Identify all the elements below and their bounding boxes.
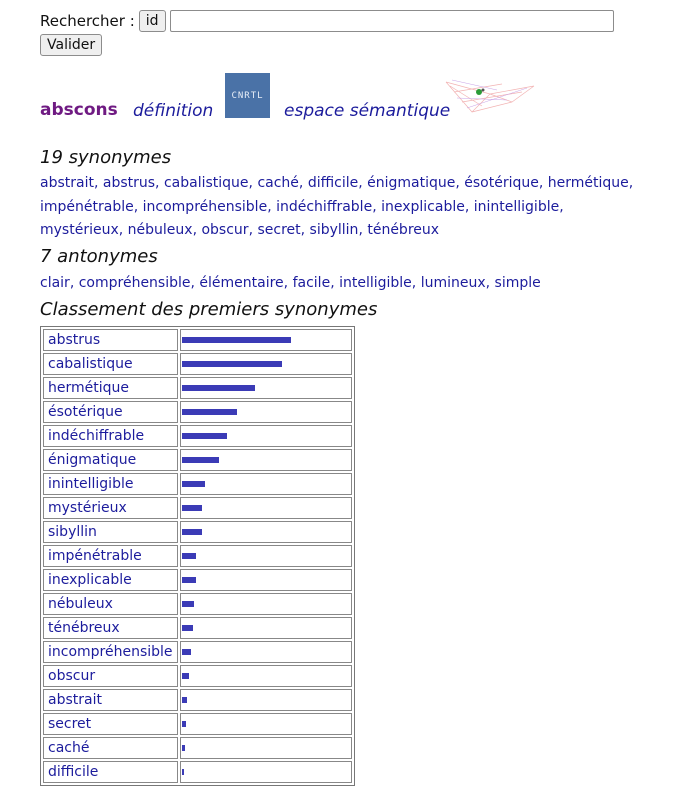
ranking-word[interactable]: sibyllin [43, 521, 178, 543]
synonym-link[interactable]: énigmatique [367, 175, 456, 191]
ranking-word[interactable]: incompréhensible [43, 641, 178, 663]
ranking-word[interactable]: obscur [43, 665, 178, 687]
ranking-row [43, 641, 352, 663]
ranking-row [43, 353, 352, 375]
ranking-row [43, 401, 352, 423]
antonym-link[interactable]: intelligible [339, 275, 412, 291]
antonym-link[interactable]: lumineux [420, 275, 486, 291]
ranking-row [43, 737, 352, 759]
ranking-bar-cell [180, 689, 352, 711]
ranking-bar [182, 481, 205, 487]
ranking-row [43, 665, 352, 687]
ranking-bar-cell [180, 737, 352, 759]
ranking-bar [182, 721, 186, 727]
ranking-row [43, 713, 352, 735]
ranking-word[interactable]: hermétique [43, 377, 178, 399]
ranking-word[interactable]: indéchiffrable [43, 425, 178, 447]
ranking-bar [182, 529, 202, 535]
ranking-word[interactable]: secret [43, 713, 178, 735]
ranking-word[interactable]: inexplicable [43, 569, 178, 591]
ranking-bar-cell [180, 521, 352, 543]
ranking-word[interactable]: caché [43, 737, 178, 759]
synonym-link[interactable]: ténébreux [367, 222, 440, 238]
synonym-link[interactable]: secret [257, 222, 301, 238]
ranking-word[interactable]: difficile [43, 761, 178, 783]
synonym-link[interactable]: impénétrable [40, 198, 134, 215]
antonym-link[interactable]: facile [292, 275, 331, 291]
antonyms-heading: 7 antonymes [40, 246, 158, 267]
synonym-link[interactable]: caché [257, 175, 299, 191]
synonym-link[interactable]: abstrus [102, 175, 156, 191]
ranking-row [43, 449, 352, 471]
synonym-link[interactable]: nébuleux [127, 222, 193, 238]
ranking-bar [182, 745, 185, 751]
ranking-row [43, 497, 352, 519]
synonym-link[interactable]: inintelligible [473, 198, 560, 215]
ranking-row [43, 593, 352, 615]
headword[interactable]: abscons [40, 100, 118, 120]
ranking-bar [182, 577, 196, 583]
ranking-bar-cell [180, 377, 352, 399]
cnrtl-logo[interactable] [225, 73, 270, 118]
synonym-link[interactable]: sibyllin [309, 222, 359, 238]
synonyms-list: abstrait, abstrus, cabalistique, caché, difficile, énigmatique, ésotérique, hermétique, impénétrable, incompréhensible, indéchiffrable, inexplicable, inintelligible, mystérieux, nébuleux, obscur, secret, sibyllin, ténébreux [40, 175, 634, 238]
ranking-word[interactable]: abstrait [43, 689, 178, 711]
ranking-bar-cell [180, 425, 352, 447]
ranking-word[interactable]: ésotérique [43, 401, 178, 423]
ranking-word[interactable]: cabalistique [43, 353, 178, 375]
id-button[interactable]: id [139, 10, 166, 32]
submit-button[interactable]: Valider [40, 34, 102, 56]
ranking-row [43, 545, 352, 567]
ranking-bar-cell [180, 617, 352, 639]
ranking-bar [182, 505, 202, 511]
antonym-link[interactable]: simple [494, 275, 541, 291]
ranking-bar-cell [180, 569, 352, 591]
ranking-row [43, 761, 352, 783]
ranking-bar [182, 361, 282, 367]
ranking-word[interactable]: inintelligible [43, 473, 178, 495]
ranking-bar [182, 433, 227, 439]
synonym-link[interactable]: hermétique [547, 175, 629, 191]
search-label: Rechercher : [40, 12, 135, 30]
ranking-bar-cell [180, 665, 352, 687]
synonym-link[interactable]: obscur [201, 222, 249, 238]
synonyms-heading: 19 synonymes [40, 147, 172, 168]
ranking-bar-cell [180, 545, 352, 567]
ranking-word[interactable]: abstrus [43, 329, 178, 351]
ranking-bar [182, 337, 291, 343]
ranking-row [43, 617, 352, 639]
ranking-row [43, 521, 352, 543]
ranking-row [43, 377, 352, 399]
ranking-row [43, 473, 352, 495]
ranking-bar-cell [180, 593, 352, 615]
ranking-row [43, 569, 352, 591]
ranking-bar [182, 457, 219, 463]
synonym-link[interactable]: cabalistique [163, 175, 249, 191]
ranking-table [40, 326, 355, 786]
ranking-bar-cell [180, 713, 352, 735]
ranking-bar-cell [180, 497, 352, 519]
ranking-word[interactable]: impénétrable [43, 545, 178, 567]
definition-link[interactable]: définition [133, 101, 214, 121]
synonym-link[interactable]: indéchiffrable [276, 198, 373, 215]
ranking-word[interactable]: énigmatique [43, 449, 178, 471]
ranking-bar [182, 697, 187, 703]
synonym-link[interactable]: mystérieux [40, 222, 119, 238]
ranking-word[interactable]: mystérieux [43, 497, 178, 519]
ranking-heading: Classement des premiers synonymes [40, 299, 378, 320]
ranking-bar [182, 601, 194, 607]
antonym-link[interactable]: élémentaire [199, 275, 284, 291]
ranking-word[interactable]: ténébreux [43, 617, 178, 639]
ranking-bar [182, 649, 191, 655]
semantic-space-link[interactable]: espace sémantique [284, 101, 451, 121]
ranking-bar-cell [180, 473, 352, 495]
ranking-row [43, 329, 352, 351]
antonyms-list: clair, compréhensible, élémentaire, facile, intelligible, lumineux, simple [40, 275, 541, 291]
synonym-link[interactable]: abstrait [40, 175, 94, 191]
ranking-bar-cell [180, 353, 352, 375]
synonym-link[interactable]: incompréhensible [142, 198, 268, 215]
word-nav [40, 70, 600, 122]
ranking-word[interactable]: nébuleux [43, 593, 178, 615]
antonym-link[interactable]: compréhensible [78, 275, 191, 291]
search-form [40, 10, 614, 32]
ranking-bar [182, 385, 255, 391]
ranking-bar-cell [180, 761, 352, 783]
synonym-link[interactable]: difficile [307, 175, 359, 191]
antonym-link[interactable]: clair [40, 275, 70, 291]
ranking-bar [182, 553, 196, 559]
ranking-bar [182, 673, 189, 679]
ranking-bar-cell [180, 641, 352, 663]
synonym-link[interactable]: inexplicable [381, 198, 465, 215]
ranking-bar-cell [180, 329, 352, 351]
cnrtl-logo-text: CNRTL [231, 90, 264, 101]
ranking-bar-cell [180, 449, 352, 471]
search-input[interactable] [170, 10, 614, 32]
synonym-link[interactable]: ésotérique [464, 175, 539, 191]
ranking-bar-cell [180, 401, 352, 423]
ranking-bar [182, 769, 184, 775]
ranking-bar [182, 409, 237, 415]
ranking-row [43, 425, 352, 447]
semantic-space-thumbnail[interactable] [442, 72, 538, 120]
ranking-bar [182, 625, 193, 631]
ranking-row [43, 689, 352, 711]
